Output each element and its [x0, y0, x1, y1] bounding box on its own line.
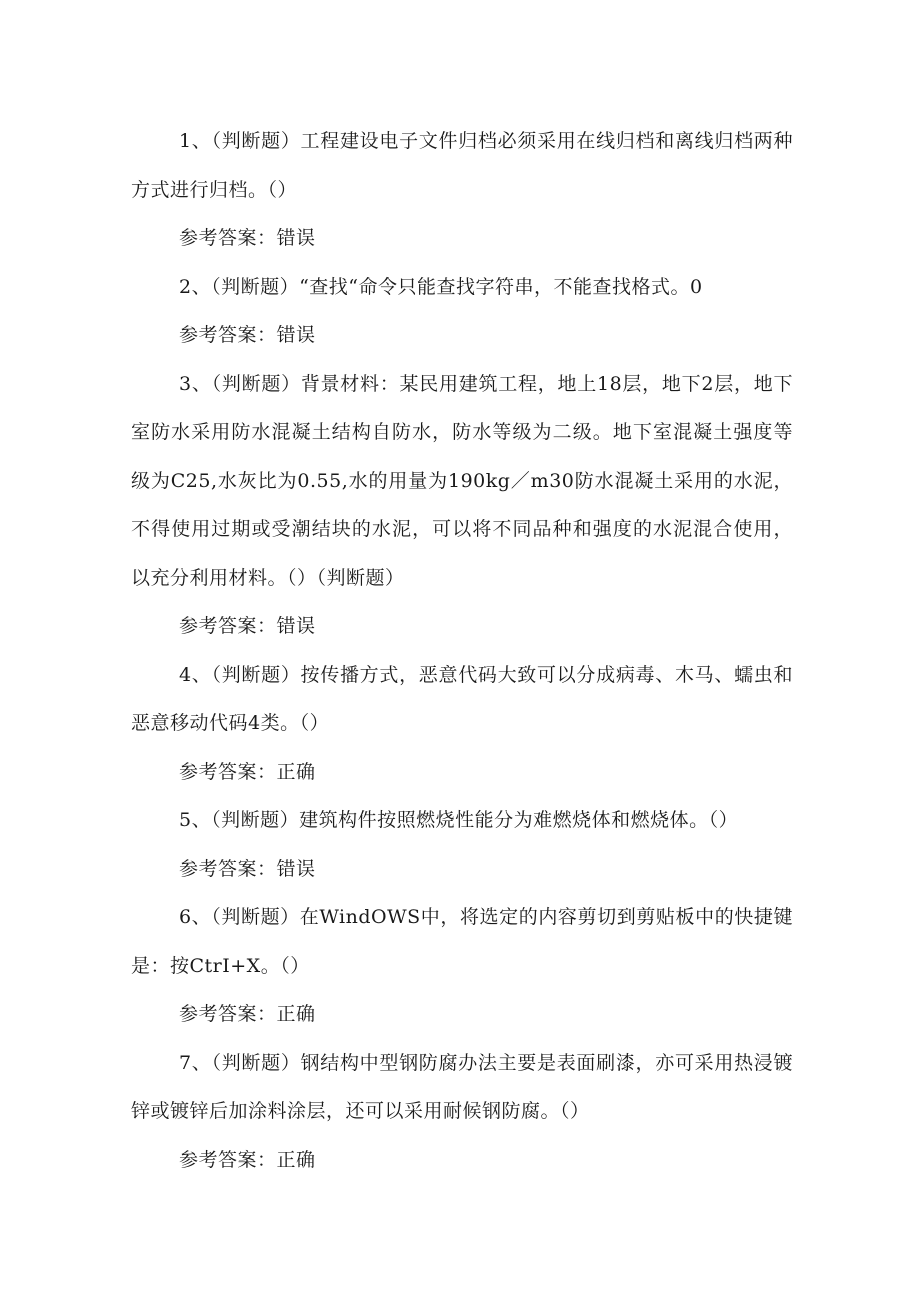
answer-value: 正确 [276, 1148, 316, 1171]
answer-6 [131, 990, 793, 1039]
answer-label: 参考答案： [179, 760, 277, 783]
answer-2 [131, 311, 793, 360]
answer-value: 正确 [276, 760, 316, 783]
answer-7 [131, 1136, 793, 1185]
answer-label: 参考答案： [179, 1148, 277, 1171]
question-6: 6、（判断题）在WindOWS中，将选定的内容剪切到剪贴板中的快捷键是：按CtrI+X。（） [131, 906, 793, 977]
question-5: 5、（判断题）建筑构件按照燃烧性能分为难燃烧体和燃烧体。（） [179, 809, 739, 831]
question-7: 7、（判断题）钢结构中型钢防腐办法主要是表面刷漆，亦可采用热浸镀锌或镀锌后加涂料涂层，还可以采用耐候钢防腐。（） [131, 1051, 793, 1122]
answer-4 [131, 748, 793, 797]
question-3: 3、（判断题）背景材料：某民用建筑工程，地上18层，地下2层，地下室防水采用防水混凝土结构自防水，防水等级为二级。地下室混凝土强度等级为C25,水灰比为0.55,水的用量为190kg／m30防水混凝土采用的水泥，不得使用过期或受潮结块的水泥，可以将不同品种和强度的水泥混合使用，以充分利用材料。（）（判断题） [131, 372, 793, 589]
answer-label: 参考答案： [179, 615, 277, 637]
answer-label: 参考答案： [179, 857, 277, 880]
answer-value: 正确 [276, 1003, 316, 1025]
question-4: 4、（判断题）按传播方式，恶意代码大致可以分成病毒、木马、蠕虫和恶意移动代码4类。（） [131, 663, 793, 734]
answer-3 [131, 602, 793, 651]
answer-value: 错误 [276, 615, 316, 637]
answer-value: 错误 [276, 857, 316, 880]
answer-label: 参考答案： [179, 324, 277, 346]
answer-5 [131, 845, 793, 894]
answer-value: 错误 [276, 324, 316, 346]
answer-label: 参考答案： [179, 227, 277, 249]
question-1: 1、（判断题）工程建设电子文件归档必须采用在线归档和离线归档两种方式进行归档。（） [131, 130, 793, 201]
answer-1 [131, 214, 793, 263]
question-2: 2、（判断题）“查找“命令只能查找字符串，不能查找格式。0 [179, 275, 703, 298]
question-list [131, 117, 793, 1184]
answer-label: 参考答案： [179, 1003, 277, 1025]
answer-value: 错误 [276, 227, 316, 249]
